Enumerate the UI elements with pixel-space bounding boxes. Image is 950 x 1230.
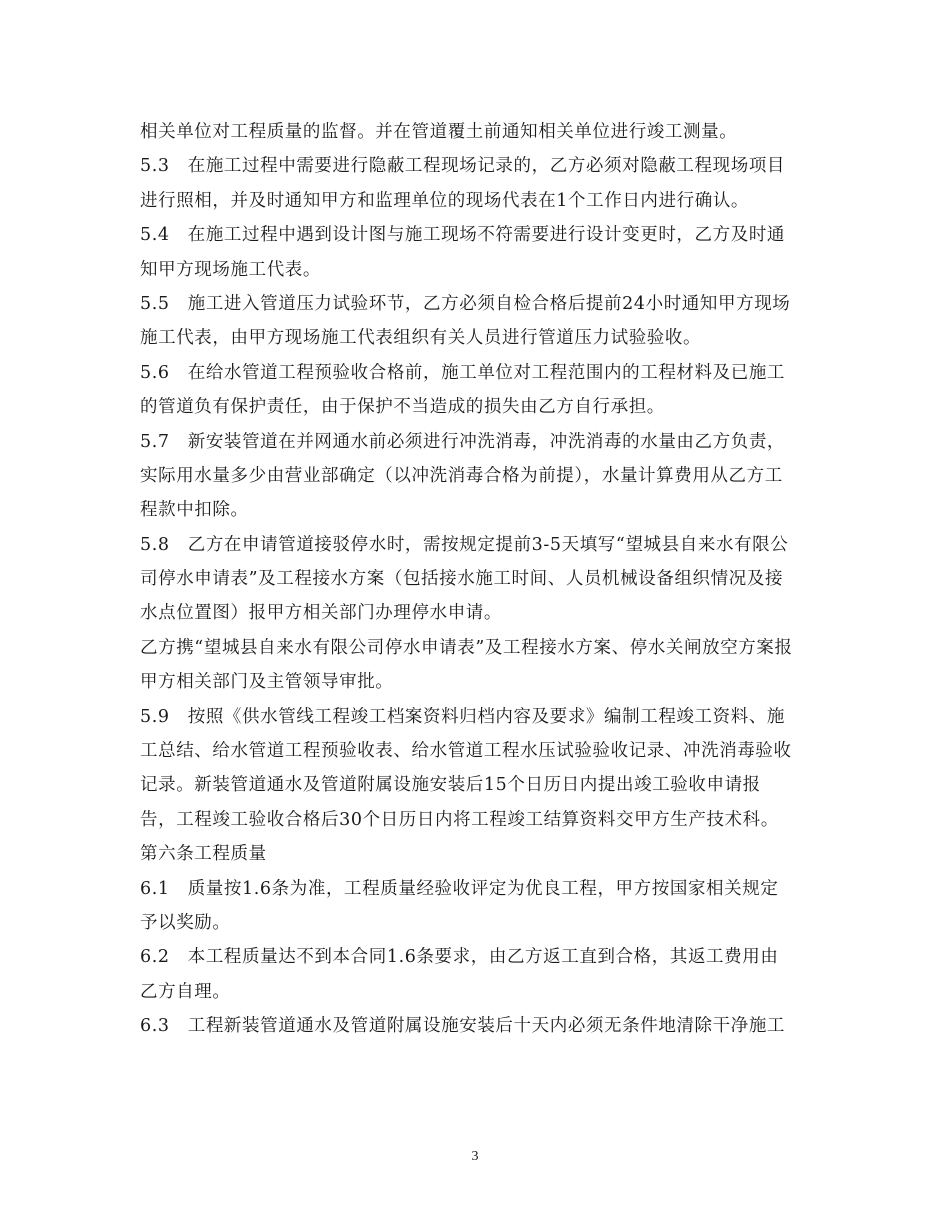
text-line: 5.9 按照《供水管线工程竣工档案资料归档内容及要求》编制工程竣工资料、施 (140, 706, 786, 727)
text-line: 施工代表，由甲方现场施工代表组织有关人员进行管道压力试验验收。 (140, 328, 702, 349)
text-line: 5.5 施工进入管道压力试验环节，乙方必须自检合格后提前24小时通知甲方现场 (140, 293, 791, 314)
text-line: 乙方自理。 (140, 981, 231, 1002)
text-line: 告，工程竣工验收合格后30个日历日内将工程竣工结算资料交甲方生产技术科。 (140, 809, 779, 830)
text-line: 6.1 质量按1.6条为准，工程质量经验收评定为优良工程，甲方按国家相关规定 (140, 878, 779, 899)
text-line: 实际用水量多少由营业部确定（以冲洗消毒合格为前提），水量计算费用从乙方工 (140, 465, 783, 486)
text-line: 6.3 工程新装管道通水及管道附属设施安装后十天内必须无条件地清除干净施工 (140, 1016, 786, 1037)
text-line: 5.7 新安装管道在并网通水前必须进行冲洗消毒，冲洗消毒的水量由乙方负责， (140, 431, 786, 452)
text-line: 知甲方现场施工代表。 (140, 259, 321, 280)
text-line: 甲方相关部门及主管领导审批。 (140, 672, 394, 693)
text-line: 5.4 在施工过程中遇到设计图与施工现场不符需要进行设计变更时，乙方及时通 (140, 225, 786, 246)
text-line: 5.6 在给水管道工程预验收合格前，施工单位对工程范围内的工程材料及已施工 (140, 362, 786, 383)
text-line: 水点位置图）报甲方相关部门办理停水申请。 (140, 603, 502, 624)
text-line: 5.8 乙方在申请管道接驳停水时，需按规定提前3-5天填写“望城县自来水有限公 (140, 534, 789, 555)
page-number: 3 (471, 1149, 479, 1164)
text-line: 的管道负有保护责任，由于保护不当造成的损失由乙方自行承担。 (140, 397, 665, 418)
text-line: 程款中扣除。 (140, 500, 249, 521)
text-line: 相关单位对工程质量的监督。并在管道覆土前通知相关单位进行竣工测量。 (140, 122, 738, 142)
text-line: 6.2 本工程质量达不到本合同1.6条要求，由乙方返工直到合格，其返工费用由 (140, 947, 779, 968)
text-line: 进行照相，并及时通知甲方和监理单位的现场代表在1个工作日内进行确认。 (140, 190, 750, 211)
section-heading: 第六条工程质量 (140, 844, 267, 865)
text-line: 5.3 在施工过程中需要进行隐蔽工程现场记录的，乙方必须对隐蔽工程现场项目 (140, 156, 786, 177)
text-line: 工总结、给水管道工程预验收表、给水管道工程水压试验验收记录、冲洗消毒验收 (140, 741, 792, 762)
document-body (140, 115, 820, 1044)
text-line: 记录。新装管道通水及管道附属设施安装后15个日历日内提出竣工验收申请报 (140, 775, 761, 796)
text-line: 司停水申请表”及工程接水方案（包括接水施工时间、人员机械设备组织情况及接 (140, 569, 784, 590)
text-line: 乙方携“望城县自来水有限公司停水申请表”及工程接水方案、停水关闸放空方案报 (140, 637, 793, 658)
text-line: 予以奖励。 (140, 912, 231, 933)
